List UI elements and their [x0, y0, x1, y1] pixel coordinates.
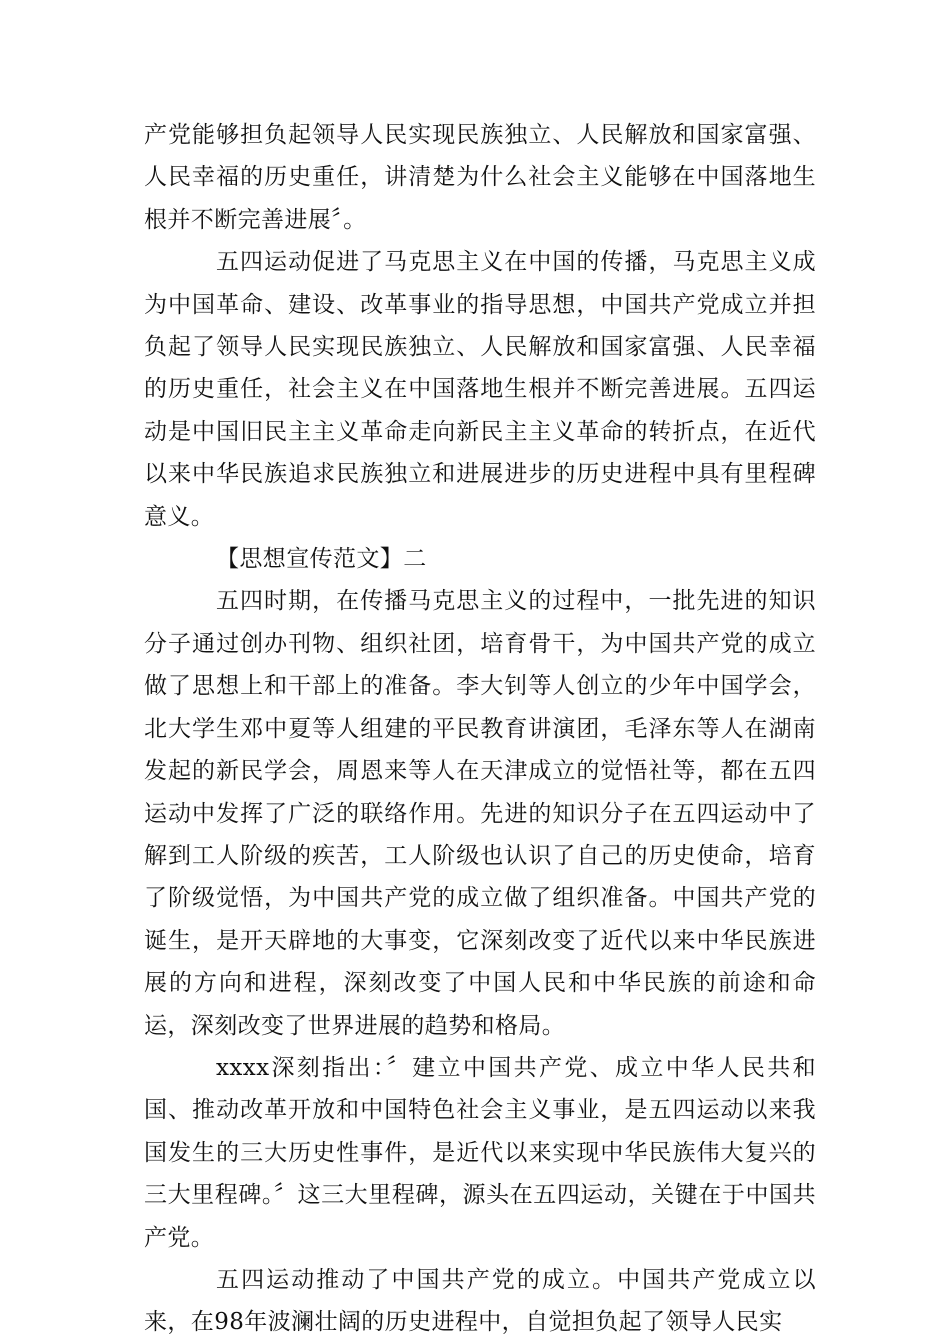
paragraph: 五四运动推动了中国共产党的成立。中国共产党成立以来，在98年波澜壮阔的历史进程中，自觉担负起了领导人民实: [144, 1266, 816, 1336]
paragraph: 五四时期，在传播马克思主义的过程中，一批先进的知识分子通过创办刊物、组织社团，培育骨干，为中国共产党的成立做了思想上和干部上的准备。李大钊等人创立的少年中国学会，北大学生邓中夏等人组建的平民教育讲演团，毛泽东等人在湖南发起的新民学会，周恩来等人在天津成立的觉悟社等，都在五四运动中发挥了广泛的联络作用。先进的知识分子在五四运动中了解到工人阶级的疾苦，工人阶级也认识了自己的历史使命，培育了阶级觉悟，为中国共产党的成立做了组织准备。中国共产党的诞生，是开天辟地的大事变，它深刻改变了近代以来中华民族进展的方向和进程，深刻改变了中国人民和中华民族的前途和命运，深刻改变了世界进展的趋势和格局。: [144, 588, 816, 1039]
paragraph-continued: 产党能够担负起领导人民实现民族独立、人民解放和国家富强、人民幸福的历史重任，讲清楚为什么社会主义能够在中国落地生根并不断完善进展〞。: [144, 122, 816, 233]
section-heading: 【思想宣传范文】二: [216, 546, 427, 573]
document-body: [144, 114, 816, 1344]
paragraph: xxxx深刻指出：〞建立中国共产党、成立中华人民共和国、推动改革开放和中国特色社会主义事业，是五四运动以来我国发生的三大历史性事件，是近代以来实现中华民族伟大复兴的三大里程碑。〞这三大里程碑，源头在五四运动，关键在于中国共产党。: [144, 1054, 816, 1251]
paragraph: 五四运动促进了马克思主义在中国的传播，马克思主义成为中国革命、建设、改革事业的指导思想，中国共产党成立并担负起了领导人民实现民族独立、人民解放和国家富强、人民幸福的历史重任，社会主义在中国落地生根并不断完善进展。五四运动是中国旧民主主义革命走向新民主主义革命的转折点，在近代以来中华民族追求民族独立和进展进步的历史进程中具有里程碑意义。: [144, 249, 816, 530]
